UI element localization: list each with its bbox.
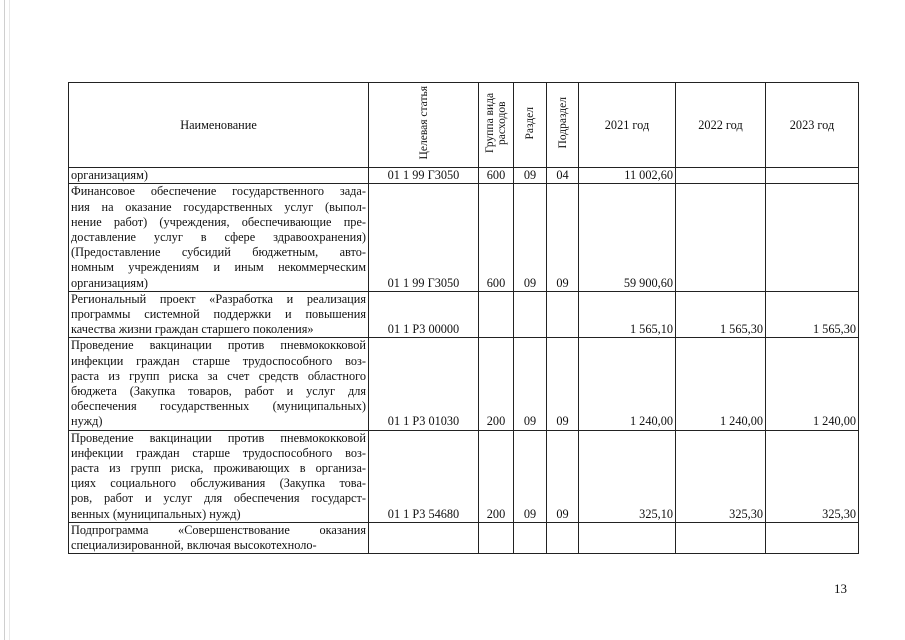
row-name-line: качества жизни граждан старшего поколения» [71,322,314,337]
header-target-article: Целевая статья [369,83,479,168]
row-section: 09 [514,184,547,291]
row-name [69,291,369,338]
row-name-line: Проведение вакцинации против пневмококковой [71,338,366,353]
row-target-article: 01 1 P3 01030 [369,338,479,430]
header-section: Раздел [514,83,547,168]
row-name-line: нение работ) (учреждения, обеспечивающие пре- [71,214,366,229]
row-name-line: инфекции граждан старше трудоспособного воз- [71,445,366,460]
header-2022: 2022 год [676,83,766,168]
row-target-article: 01 1 P3 54680 [369,430,479,522]
row-target-article: 01 1 P3 00000 [369,291,479,338]
row-name-line: нужд) [71,414,103,429]
row-name-line: инфекции граждан старше трудоспособного воз- [71,353,366,368]
table-row [69,184,859,291]
row-value-2021: 59 900,60 [579,184,676,291]
row-name-line: циях социального обслуживания (Закупка това- [71,476,366,491]
row-value-2021: 11 002,60 [579,168,676,184]
row-section: 09 [514,168,547,184]
row-target-article [369,522,479,553]
row-subsection: 09 [547,338,579,430]
row-name-line: обеспечения государственных (муниципальных) [71,399,366,414]
row-value-2022 [676,184,766,291]
header-subsection: Подраздел [547,83,579,168]
row-value-2021: 1 240,00 [579,338,676,430]
row-expense-group: 600 [479,168,514,184]
table-row [69,291,859,338]
row-value-2022: 325,30 [676,430,766,522]
header-2021: 2021 год [579,83,676,168]
row-value-2022 [676,168,766,184]
row-value-2023 [766,168,859,184]
table-row [69,522,859,553]
row-expense-group: 600 [479,184,514,291]
row-subsection: 04 [547,168,579,184]
row-name-line: Проведение вакцинации против пневмококковой [71,430,366,445]
row-name-line: ния на оказание государственных услуг (выпол- [71,199,366,214]
row-expense-group [479,522,514,553]
row-name-line: раста из групп риска за счет средств областного [71,368,366,383]
row-name [69,430,369,522]
page-number: 13 [834,581,847,596]
row-name-line: Региональный проект «Разработка и реализация [71,291,366,306]
row-name-line: раста из групп риска, проживающих в организа- [71,461,366,476]
row-value-2022 [676,522,766,553]
row-name [69,522,369,553]
row-name-line: номным учреждениям и иным некоммерческим [71,260,366,275]
row-name-line: программы системной поддержки и повышения [71,307,366,322]
row-name-line: организациям) [71,275,148,290]
row-name [69,338,369,430]
table-row [69,168,859,184]
row-value-2023: 1 565,30 [766,291,859,338]
row-value-2023: 1 240,00 [766,338,859,430]
row-name-line: организациям) [71,168,148,183]
row-subsection [547,291,579,338]
row-name-line: бюджета (Закупка товаров, работ и услуг для [71,384,366,399]
row-value-2023 [766,522,859,553]
row-name-line: Финансовое обеспечение государственного зада- [71,184,366,199]
row-value-2022: 1 240,00 [676,338,766,430]
row-name-line: Подпрограмма «Совершенствование оказания [71,522,366,537]
header-2023: 2023 год [766,83,859,168]
row-value-2021: 325,10 [579,430,676,522]
header-expense-group: Группа вида расходов [479,83,514,168]
row-subsection: 09 [547,430,579,522]
row-target-article: 01 1 99 Г3050 [369,184,479,291]
row-target-article: 01 1 99 Г3050 [369,168,479,184]
row-section: 09 [514,338,547,430]
row-expense-group: 200 [479,430,514,522]
table-row [69,430,859,522]
budget-table [68,82,859,554]
row-section [514,522,547,553]
row-name-line: венных (муниципальных) нужд) [71,506,241,521]
row-subsection [547,522,579,553]
row-subsection: 09 [547,184,579,291]
row-value-2021: 1 565,10 [579,291,676,338]
row-expense-group: 200 [479,338,514,430]
row-name-line: ров, работ и услуг для обеспечения государст- [71,491,366,506]
row-section: 09 [514,430,547,522]
row-section [514,291,547,338]
row-name [69,168,369,184]
header-name: Наименование [69,83,369,168]
row-name-line: специализированной, включая высокотехноло- [71,538,317,553]
row-value-2021 [579,522,676,553]
table-row [69,338,859,430]
row-value-2023 [766,184,859,291]
row-value-2022: 1 565,30 [676,291,766,338]
row-name [69,184,369,291]
scan-edge-line [9,0,10,640]
table-header-row [69,83,859,168]
row-name-line: доставление услуг в сфере здравоохранения) [71,230,366,245]
scan-edge-line [4,0,5,640]
row-value-2023: 325,30 [766,430,859,522]
row-name-line: (Предоставление субсидий бюджетным, авто- [71,245,366,260]
row-expense-group [479,291,514,338]
